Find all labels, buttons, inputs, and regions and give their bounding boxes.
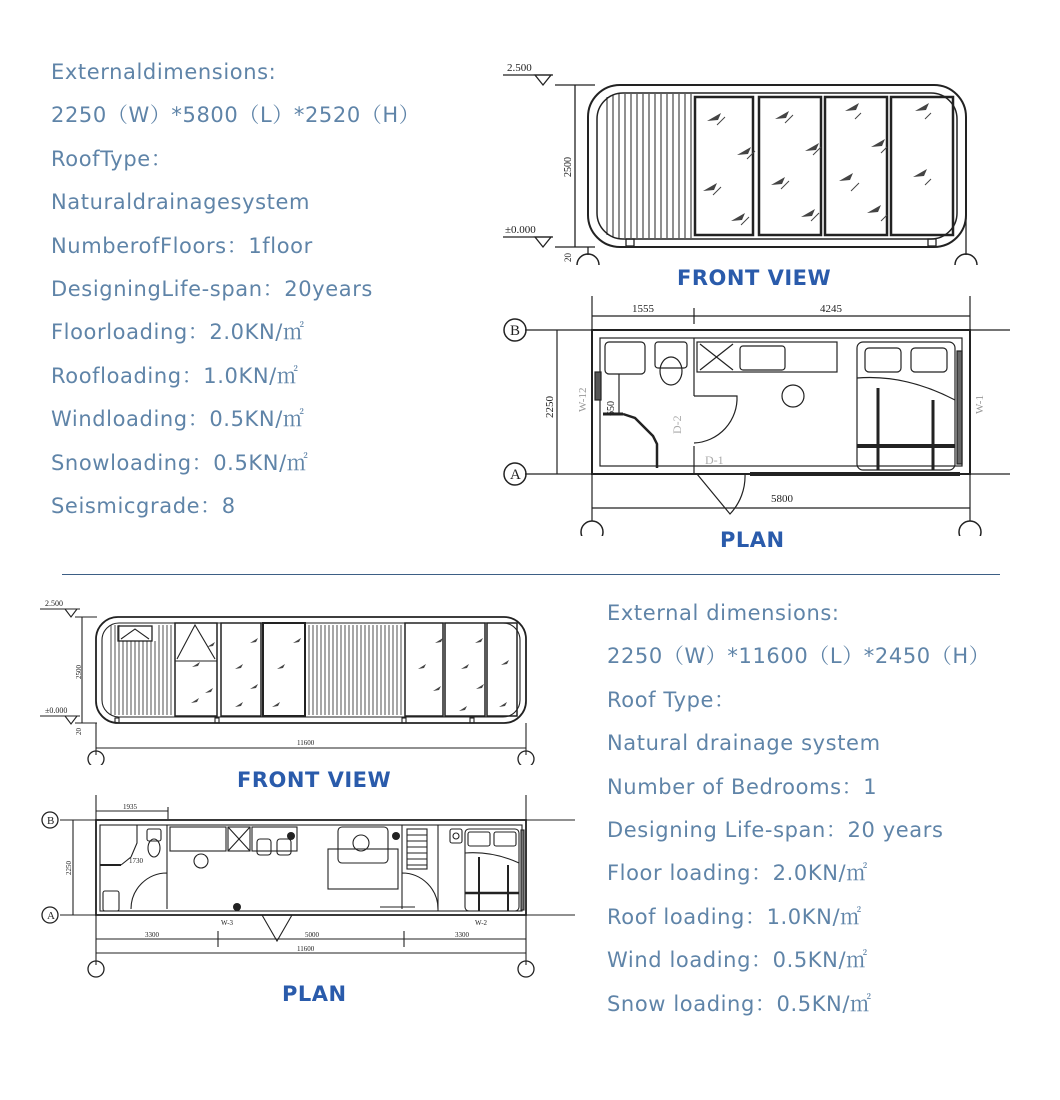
axis-b-label: B <box>47 815 55 827</box>
spec-line: Snow loading：0.5KN/㎡ <box>607 991 872 1016</box>
height-dimension: 2500 <box>563 157 574 177</box>
level-bottom-label: ±0.000 <box>505 224 536 236</box>
front-view-drawing-small <box>495 55 1015 265</box>
window-label-w3: W-3 <box>221 919 234 927</box>
front-view-title-small: FRONT VIEW <box>677 266 832 290</box>
spec-list-large-unit <box>607 592 990 1026</box>
spec-line: RoofType： <box>51 146 173 171</box>
level-top-label: 2.500 <box>507 62 532 74</box>
spec-line: Roof loading：1.0KN/㎡ <box>607 904 862 929</box>
plan-title-small: PLAN <box>720 528 785 552</box>
axis-b-label: B <box>510 323 521 339</box>
base-dimension: 20 <box>75 728 83 735</box>
spec-line: Windloading：0.5KN/㎡ <box>51 407 305 432</box>
spec-line: Seismicgrade：8 <box>51 494 236 519</box>
door-label-d2: D-2 <box>670 415 684 434</box>
plan-dim-top-left: 1935 <box>123 803 137 811</box>
spec-line: External dimensions: <box>607 601 840 625</box>
plan-dim-bath: 1730 <box>129 857 143 865</box>
section-divider <box>62 574 1000 575</box>
length-dimension: 11600 <box>297 739 315 747</box>
plan-drawing-large <box>35 795 575 985</box>
plan-dim-right: 4245 <box>820 303 842 315</box>
window-label-left: W-12 <box>577 387 589 412</box>
axis-a-label: A <box>47 910 55 922</box>
height-dimension: 2500 <box>75 665 83 679</box>
base-dimension: 20 <box>563 253 573 262</box>
spec-line: Floorloading：2.0KN/㎡ <box>51 320 305 345</box>
spec-line: Roof Type： <box>607 687 736 712</box>
plan-title-large: PLAN <box>282 982 347 1006</box>
spec-line: Externaldimensions: <box>51 60 277 84</box>
front-view-title-large: FRONT VIEW <box>237 768 392 792</box>
window-label-w2: W-2 <box>475 919 488 927</box>
spec-line: Wind loading：0.5KN/㎡ <box>607 948 868 973</box>
spec-line: Roofloading：1.0KN/㎡ <box>51 363 299 388</box>
plan-dim-inner: 650 <box>606 401 617 416</box>
spec-line: Snowloading：0.5KN/㎡ <box>51 450 309 475</box>
spec-list-small-unit <box>51 51 420 528</box>
spec-line: Designing Life-span：20 years <box>607 818 944 843</box>
plan-dim-left: 1555 <box>632 303 654 315</box>
spec-line: Natural drainage system <box>607 731 881 756</box>
plan-dim-seg1: 3300 <box>145 931 159 939</box>
plan-dim-width: 2250 <box>65 861 73 875</box>
plan-dim-total: 11600 <box>297 945 315 953</box>
front-view-drawing-large <box>35 595 575 765</box>
spec-line: DesigningLife-span：20years <box>51 277 373 302</box>
plan-drawing-small <box>495 296 1015 536</box>
door-label-d1: D-1 <box>705 453 724 467</box>
level-top-label: 2.500 <box>45 599 63 608</box>
plan-dim-total: 5800 <box>771 493 793 505</box>
spec-line: Floor loading：2.0KN/㎡ <box>607 861 868 886</box>
window-label-right: W-1 <box>974 395 986 414</box>
plan-dim-seg2: 5000 <box>305 931 319 939</box>
spec-line: Naturaldrainagesystem <box>51 190 311 215</box>
spec-line: NumberofFloors：1floor <box>51 233 313 258</box>
plan-dim-seg3: 3300 <box>455 931 469 939</box>
spec-line: Number of Bedrooms：1 <box>607 774 878 799</box>
axis-a-label: A <box>510 467 521 483</box>
spec-line: 2250（W）*5800（L）*2520（H） <box>51 103 421 128</box>
plan-dim-width: 2250 <box>544 396 556 418</box>
level-bottom-label: ±0.000 <box>45 706 68 715</box>
spec-line: 2250（W）*11600（L）*2450（H） <box>607 644 991 669</box>
